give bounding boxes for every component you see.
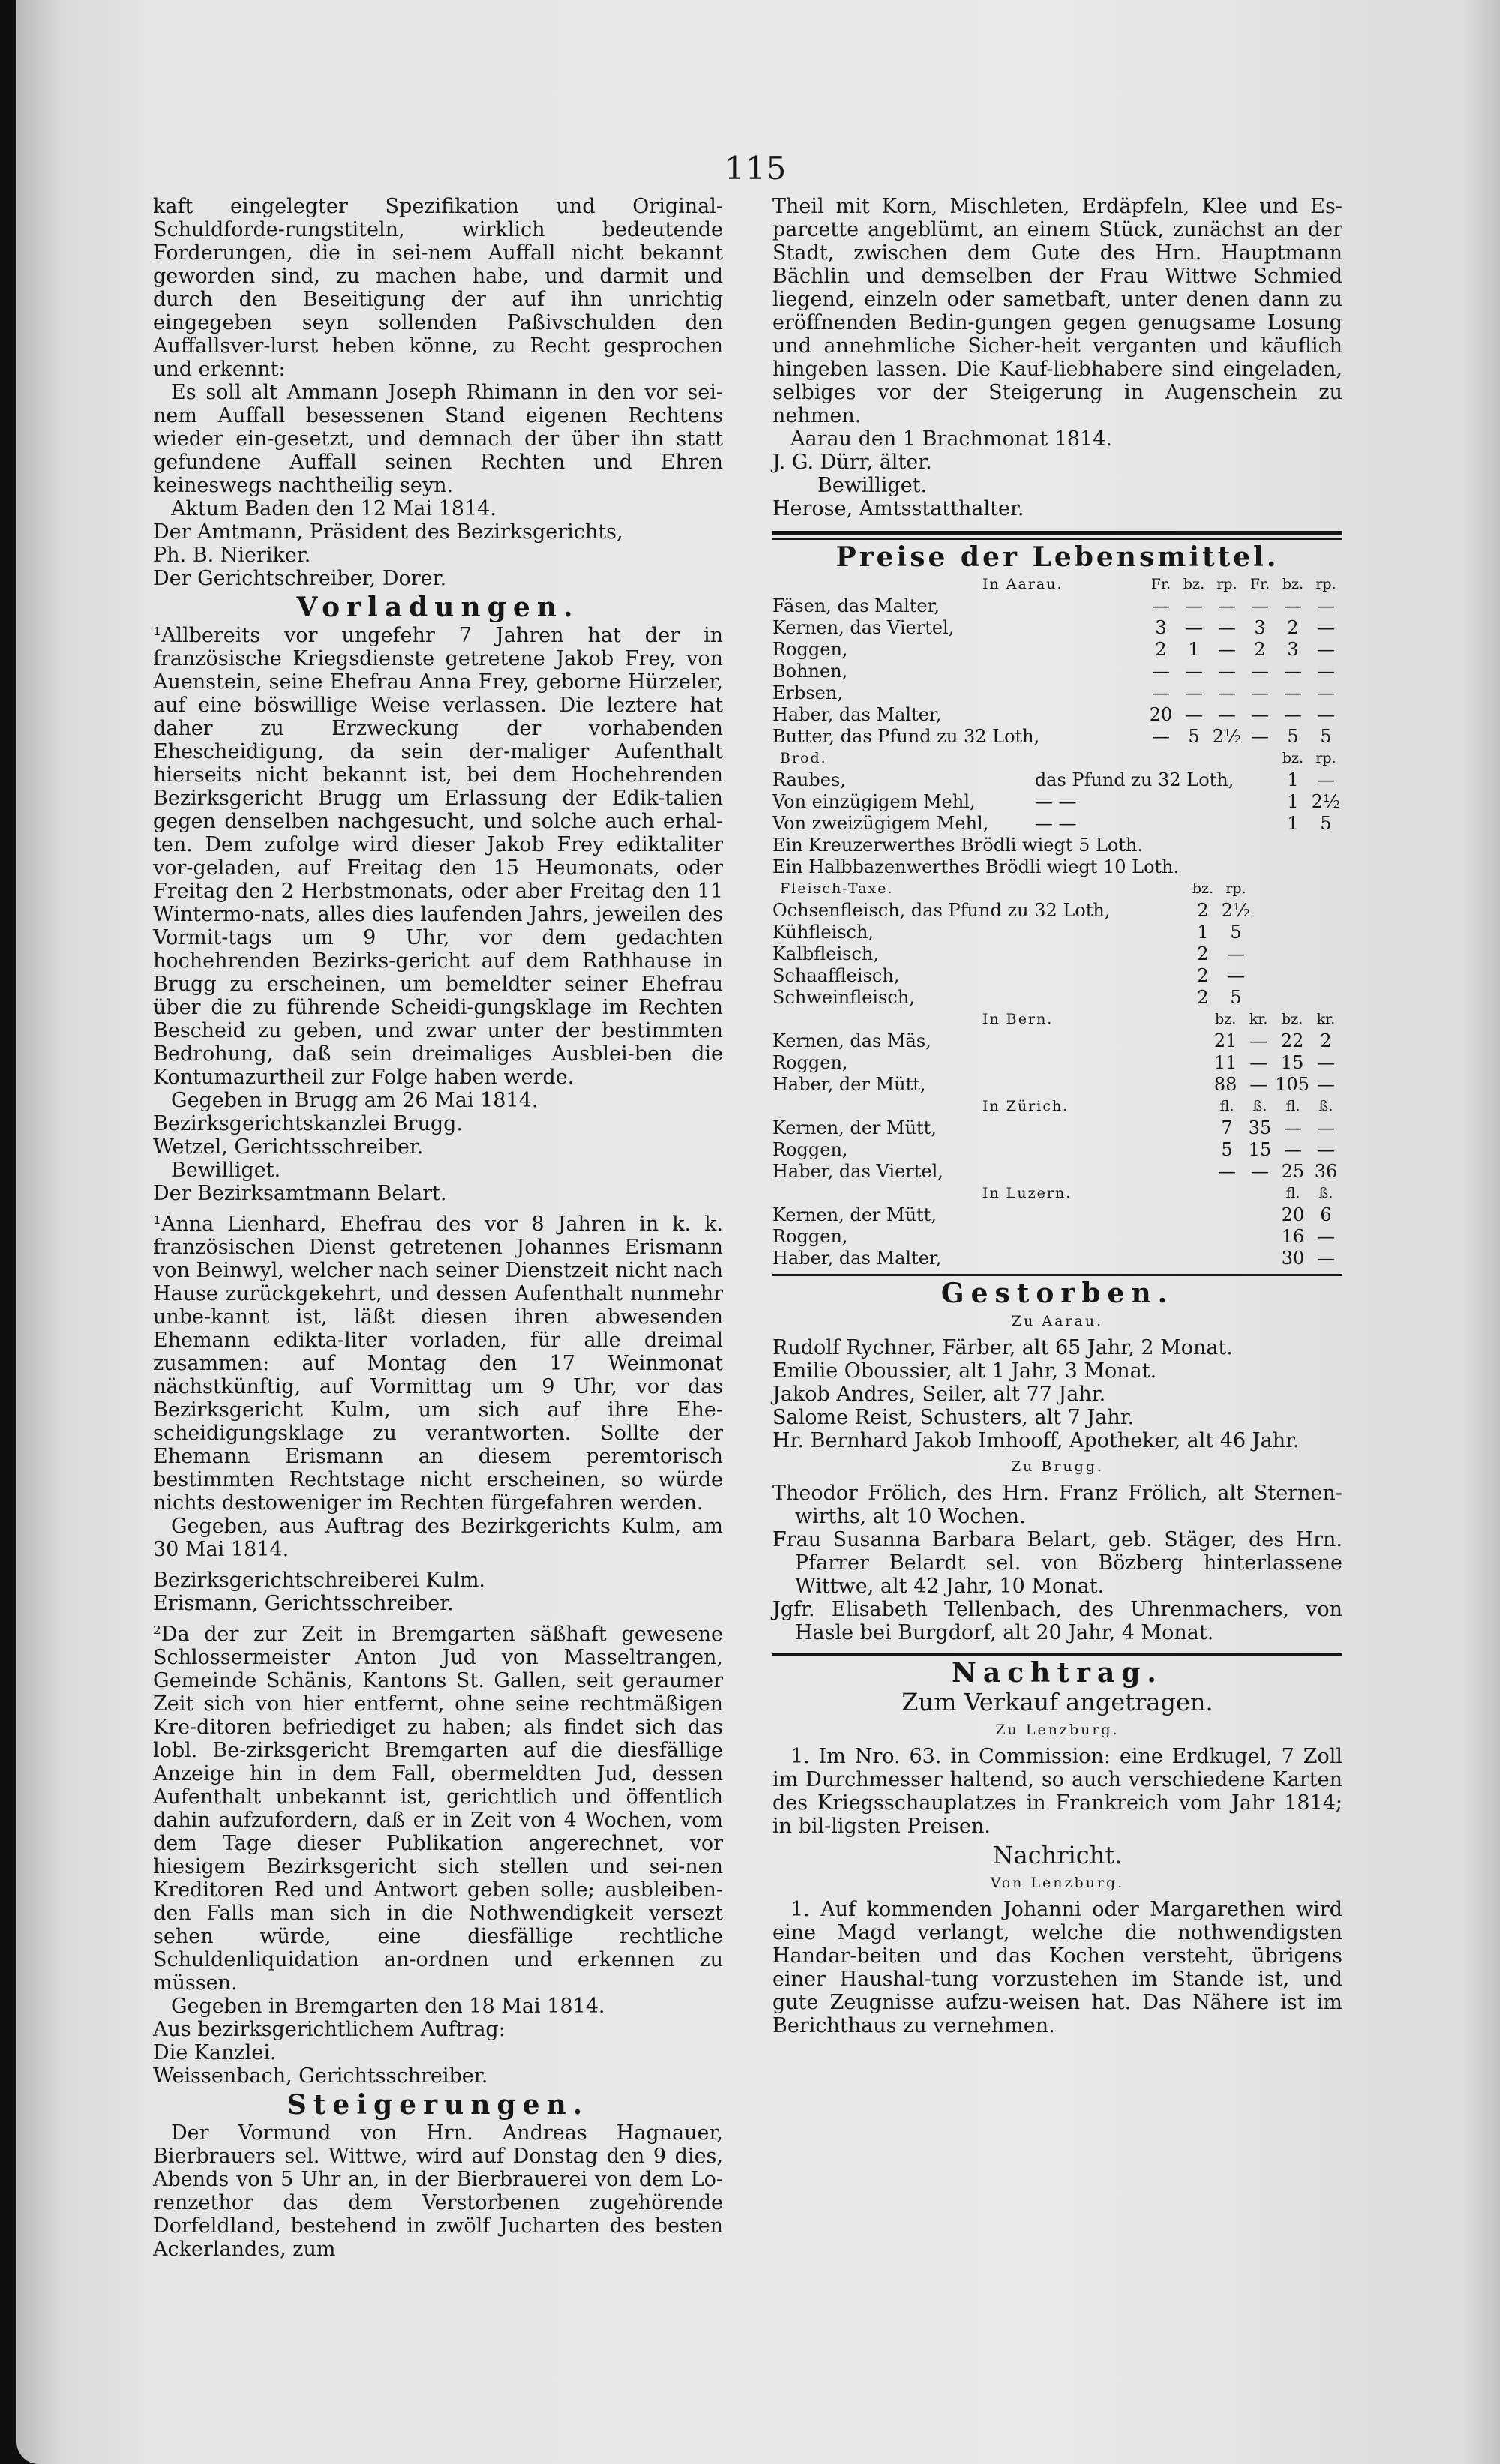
approval: Bewilliget.: [171, 1159, 281, 1182]
table-row: [772, 813, 1342, 835]
table-cell: 20: [1281, 1204, 1305, 1225]
table-cell: —: [1185, 682, 1203, 703]
notice-paragraph: ¹Anna Lienhard, Ehefrau des vor 8 Jahren in k. k. französischen Dienst getretenen Johannes Erismann von Beinwyl, welcher nach seiner Dienstzeit nicht nach Hause zurückgekehrt, und dessen Aufenthalt nunmehr unbe-kannt ist, läßt diesen ihren abwesenden Ehemann edikta-liter vorladen, für alle dreimal zusammen: auf Montag den 17 Weinmonat nächstkünftig, auf Vormittag um 9 Uhr, vor das Bezirksgericht Kulm, um sich auf ihre Ehe-scheidigungsklage zu verantworten. Sollte der Ehemann Erismann an diesem peremtorisch bestimmten Rechtstage nicht erscheinen, so würde nichts destoweniger im Rechten fürgefahren werden.: [153, 1213, 723, 1515]
table-cell: 2: [1254, 639, 1266, 660]
table-cell: —: [1317, 682, 1335, 703]
table-cell: 30: [1281, 1248, 1305, 1269]
right-column: [772, 195, 1342, 2037]
divider: [772, 531, 1342, 535]
table-cell: Bohnen,: [772, 661, 848, 682]
column-header: bz.: [1215, 1011, 1237, 1027]
table-cell: —: [1317, 617, 1335, 638]
table-cell: 5: [1287, 726, 1299, 747]
paragraph: Es soll alt Ammann Joseph Rhimann in den vor sei-nem Auffall besessenen Stand eigenen Rechtens wieder ein-gesetzt, und demnach der über ihn statt gefundene Auffall seinen Rechten und Ehren keineswegs nachtheilig seyn.: [153, 381, 723, 497]
table-row: [772, 1074, 1342, 1096]
table-cell: Roggen,: [772, 1052, 848, 1073]
table-cell: —: [1317, 639, 1335, 660]
table-cell: —: [1218, 704, 1236, 725]
place-label: Von Lenzburg.: [990, 1875, 1125, 1891]
table-cell: Raubes,: [772, 769, 846, 790]
column-header: ß.: [1318, 1098, 1334, 1114]
table-cell: Ochsenfleisch, das Pfund zu 32 Loth,: [772, 900, 1111, 921]
table-cell: Roggen,: [772, 639, 848, 660]
table-cell: 2: [1320, 1030, 1332, 1051]
table-row: [772, 661, 1342, 682]
table-row: [772, 943, 1342, 965]
column-header: kr.: [1249, 1011, 1268, 1027]
table-cell: 2½: [1212, 726, 1242, 747]
table-cell: —: [1185, 617, 1203, 638]
table-cell: 2½: [1311, 791, 1341, 812]
notice-paragraph: Der Vormund von Hrn. Andreas Hagnauer, Bierbrauers sel. Wittwe, wird auf Donstag den 9 dies, Abends von 5 Uhr an, in der Bierbrauerei von dem Lo-renzethor das dem Verstorbenen zugehörende Dorfeldland, bestehend in zwölf Jucharten des besten Ackerlandes, zum: [153, 2121, 723, 2261]
paragraph: Theil mit Korn, Mischleten, Erdäpfeln, Klee und Es-parcette angeblümt, an einem Stück, zunächst an der Stadt, zwischen dem Gute des Hrn. Hauptmann Bächlin und demselben der Frau Wittwe Schmied liegend, einzeln oder sametbaft, unter denen dann zu eröffnenden Bedin-gungen gegen genugsame Losung und annehmliche Sicher-heit verganten und käuflich hingeben lassen. Die Kauf-liebhabere sind eingeladen, selbiges vor der Steigerung in Augenschein zu nehmen.: [772, 195, 1342, 427]
column-header: bz.: [1183, 576, 1205, 592]
table-cell: 3: [1254, 617, 1266, 638]
table-cell: 1: [1197, 922, 1209, 943]
signature: Wetzel, Gerichtsschreiber.: [153, 1135, 424, 1159]
table-row: [772, 769, 1342, 791]
place-label: Zu Aarau.: [1011, 1313, 1104, 1329]
price-table-bern: [772, 1009, 1342, 1096]
table-cell: 22: [1280, 1030, 1304, 1051]
section-heading-vorladungen: Vorladungen.: [296, 592, 580, 623]
table-cell: 2: [1197, 943, 1209, 964]
list-item: Jakob Andres, Seiler, alt 77 Jahr.: [772, 1383, 1106, 1406]
place-label: Zu Brugg.: [1010, 1458, 1105, 1475]
table-cell: 15: [1248, 1139, 1272, 1160]
notice-paragraph: ²Da der zur Zeit in Bremgarten säßhaft gewesene Schlossermeister Anton Jud von Masseltrangen, Gemeinde Schänis, Kantons St. Gallen, seit geraumer Zeit sich von hier entfernt, ohne seine rechtmäßigen Kre-ditoren befriediget zu haben; als findet sich das lobl. Be-zirksgericht Bremgarten auf die diesfällige Anzeige hin in dem Fall, obermeldten Jud, dessen Aufenthalt unbekannt ist, gerichtlich und öffentlich dahin aufzufordern, daß er in Zeit von 4 Wochen, vom dem Tage dieser Publikation angerechnet, vor hiesigem Bezirksgericht sich stellen und sei-nen Kreditoren Red und Antwort geben solle; ausbleiben-den Falls man sich in die Nothwendigkeit versezt sehen würde, eine diesfällige rechtliche Schuldenliquidation an-ordnen und erkennen zu müssen.: [153, 1623, 723, 1995]
list-item: Frau Susanna Barbara Belart, geb. Stäger, des Hrn. Pfarrer Belardt sel. von Bözberg hinterlassene Wittwe, alt 42 Jahr, 10 Monat.: [772, 1528, 1342, 1598]
table-cell: [1252, 987, 1342, 1009]
table-cell: —: [1250, 1074, 1268, 1095]
table-cell: 5: [1221, 1139, 1233, 1160]
list-item: Salome Reist, Schusters, alt 7 Jahr.: [772, 1406, 1135, 1429]
column-header: ß.: [1318, 1185, 1334, 1201]
signature: Aus bezirksgerichtlichem Auftrag:: [153, 2018, 506, 2041]
table-row: [772, 987, 1342, 1009]
table-cell: 2½: [1221, 900, 1251, 921]
approval: Bewilliget.: [818, 474, 928, 497]
table-cell: Kühfleisch,: [772, 922, 874, 943]
table-row: [772, 1204, 1342, 1226]
table-cell: 1: [1287, 791, 1299, 812]
table-cell: —: [1284, 595, 1302, 616]
table-cell: 1: [1188, 639, 1200, 660]
table-row: [772, 791, 1342, 813]
column-header: Fr.: [1150, 576, 1172, 592]
table-cell: —: [1218, 617, 1236, 638]
table-cell: —: [1218, 1161, 1236, 1182]
table-cell: [1252, 943, 1342, 965]
death-list-brugg: [772, 1482, 1342, 1644]
table-cell: —: [1185, 704, 1203, 725]
column-header: rp.: [1226, 880, 1246, 897]
notice-paragraph: 1. Auf kommenden Johanni oder Margarethen wird eine Magd verlangt, welche die nothwendigsten Handar-beiten und das Kochen versteht, übrigens einer Haushal-tung vorzustehen im Stande ist, und gute Zeugnisse aufzu-weisen hat. Das Nähere ist im Berichthaus zu vernehmen.: [772, 1898, 1342, 2037]
column-header: fl.: [1286, 1098, 1300, 1114]
signature: Die Kanzlei.: [153, 2041, 277, 2064]
region-label: In Luzern.: [982, 1185, 1072, 1201]
category-label: Fleisch-Taxe.: [780, 880, 894, 897]
table-row: [772, 1139, 1342, 1161]
table-cell: 5: [1230, 987, 1242, 1008]
table-cell: —: [1317, 1117, 1335, 1138]
table-cell: 11: [1214, 1052, 1238, 1073]
table-cell: Kernen, das Viertel,: [772, 617, 955, 638]
table-cell: 2: [1155, 639, 1167, 660]
price-table-luzern: [772, 1183, 1342, 1269]
signature: Bezirksgerichtskanzlei Brugg.: [153, 1112, 464, 1135]
official: Der Bezirksamtmann Belart.: [153, 1182, 447, 1205]
table-cell: 16: [1281, 1226, 1305, 1247]
table-cell: 7: [1221, 1117, 1233, 1138]
table-cell: —: [1185, 595, 1203, 616]
table-cell: —: [1250, 1052, 1268, 1073]
table-cell: Von einzügigem Mehl,: [772, 791, 976, 812]
table-row: [772, 965, 1342, 987]
table-cell: Kernen, das Mäs,: [772, 1030, 932, 1051]
table-cell: 2: [1287, 617, 1299, 638]
table-cell: 2: [1197, 900, 1209, 921]
divider: [772, 1653, 1342, 1656]
page-number: 115: [724, 150, 788, 187]
table-cell: 3: [1155, 617, 1167, 638]
table-cell: 88: [1214, 1074, 1238, 1095]
table-cell: —: [1317, 1248, 1335, 1269]
table-cell: —: [1284, 661, 1302, 682]
date-line: Aarau den 1 Brachmonat 1814.: [790, 427, 1112, 451]
table-row: [772, 1248, 1342, 1269]
table-cell: Von zweizügigem Mehl,: [772, 813, 989, 834]
table-cell: 5: [1188, 726, 1200, 747]
table-cell: —: [1218, 682, 1236, 703]
table-cell: 5: [1320, 726, 1332, 747]
newspaper-page: [16, 0, 1500, 2464]
table-cell: Roggen,: [772, 1226, 848, 1247]
table-cell: 21: [1214, 1030, 1238, 1051]
table-cell: Haber, das Malter,: [772, 704, 942, 725]
date-line: Gegeben in Bremgarten den 18 Mai 1814.: [171, 1995, 605, 2018]
table-row: [772, 900, 1342, 922]
table-cell: Erbsen,: [772, 682, 843, 703]
table-cell: Fäsen, das Malter,: [772, 595, 940, 616]
table-row: [772, 682, 1342, 704]
table-cell: 5: [1320, 813, 1332, 834]
table-cell: 36: [1314, 1161, 1338, 1182]
column-header: fl.: [1286, 1185, 1300, 1201]
table-cell: —: [1152, 661, 1170, 682]
table-cell: 1: [1287, 813, 1299, 834]
table-cell: —: [1227, 965, 1245, 986]
table-cell: —: [1317, 1226, 1335, 1247]
table-cell: 105: [1275, 1074, 1310, 1095]
column-header: bz.: [1192, 880, 1214, 897]
signature: Erismann, Gerichtsschreiber.: [153, 1592, 454, 1615]
table-cell: Kalbfleisch,: [772, 943, 880, 964]
table-cell: —: [1152, 682, 1170, 703]
table-cell: 2: [1197, 987, 1209, 1008]
date-line: Aktum Baden den 12 Mai 1814.: [171, 497, 496, 520]
list-item: Rudolf Rychner, Färber, alt 65 Jahr, 2 Monat.: [772, 1336, 1233, 1359]
table-cell: 6: [1320, 1204, 1332, 1225]
table-cell: Schweinfleisch,: [772, 987, 915, 1008]
table-cell: Kernen, der Mütt,: [772, 1117, 937, 1138]
list-item: Hr. Bernhard Jakob Imhooff, Apotheker, alt 46 Jahr.: [772, 1429, 1300, 1452]
place-label: Zu Lenzburg.: [995, 1722, 1120, 1738]
table-cell: Haber, das Malter,: [772, 1248, 942, 1269]
table-cell: 3: [1287, 639, 1299, 660]
table-row: [772, 1161, 1342, 1183]
bread-weight-line: Ein Kreuzerwerthes Brödli wiegt 5 Loth.: [772, 835, 1144, 856]
table-cell: —: [1152, 595, 1170, 616]
table-cell: [1252, 922, 1342, 943]
notice-paragraph: ¹Allbereits vor ungefehr 7 Jahren hat der in französische Kriegsdienste getretene Jakob Frey, von Auenstein, seine Ehefrau Anna Frey, geborne Hürzeler, auf eine böswillige Weise verlassen. Die leztere hat daher zu Erzweckung der vorhabenden Ehescheidigung, da sein der-maliger Aufenthalt hierseits nicht bekannt ist, bei dem Hochehrenden Bezirksgericht Brugg um Erlassung der Edik-talien gegen denselben nachgesucht, und solche auch erhal-ten. Dem zufolge wird dieser Jakob Frey ediktaliter vor-geladen, auf Freitag den 15 Heumonats, oder Freitag den 2 Herbstmonats, oder aber Freitag den 11 Wintermo-nats, alles dies laufenden Jahrs, jeweilen des Vormit-tags um 9 Uhr, vor dem gedachten hochehrenden Bezirks-gericht auf dem Rathhause in Brugg zu erscheinen, um bemeldter seiner Ehefrau über die zu führende Scheidi-gungsklage im Rechten Bescheid zu geben, und zwar unter der bestimmten Bedrohung, daß sein dreimaliges Ausblei-ben die Kontumazurtheil zur Folge haben werde.: [153, 624, 723, 1089]
death-list-aarau: [772, 1336, 1342, 1452]
price-table-brod: [772, 748, 1342, 835]
notice-paragraph: 1. Im Nro. 63. in Commission: eine Erdkugel, 7 Zoll im Durchmesser haltend, so auch verschiedene Karten des Kriegsschauplatzes in Frankreich vom Jahr 1814; in bil-ligsten Preisen.: [772, 1745, 1342, 1838]
table-cell: Roggen,: [772, 1139, 848, 1160]
table-cell: 2: [1197, 965, 1209, 986]
table-cell: —: [1227, 943, 1245, 964]
divider: [772, 538, 1342, 540]
table-cell: —: [1251, 726, 1269, 747]
table-cell: —: [1317, 1139, 1335, 1160]
table-cell: 1: [1287, 769, 1299, 790]
table-cell: —: [1284, 704, 1302, 725]
table-cell: [1252, 900, 1342, 922]
table-cell: Haber, das Viertel,: [772, 1161, 944, 1182]
table-row: [772, 639, 1342, 661]
official: Herose, Amtsstatthalter.: [772, 497, 1024, 520]
table-row: [772, 617, 1342, 639]
table-cell: Butter, das Pfund zu 32 Loth,: [772, 726, 1040, 747]
table-cell: —: [1317, 1074, 1335, 1095]
table-row: [772, 922, 1342, 943]
signature: Weissenbach, Gerichtsschreiber.: [153, 2064, 488, 2088]
table-cell: —: [1251, 682, 1269, 703]
signature: Bezirksgerichtschreiberei Kulm.: [153, 1569, 486, 1592]
table-cell: 20: [1149, 704, 1173, 725]
section-heading-steigerungen: Steigerungen.: [286, 2089, 590, 2121]
region-label: In Bern.: [982, 1011, 1054, 1027]
table-cell: — —: [1034, 791, 1077, 812]
table-cell: —: [1251, 595, 1269, 616]
bread-weight-line: Ein Halbbazenwerthes Brödli wiegt 10 Loth.: [772, 856, 1180, 877]
region-label: In Zürich.: [982, 1098, 1070, 1114]
table-cell: [1252, 965, 1342, 987]
section-heading-preise: Preise der Lebensmittel.: [836, 541, 1280, 573]
table-cell: —: [1251, 704, 1269, 725]
signature: Der Amtmann, Präsident des Bezirksgerichts,: [153, 520, 623, 544]
table-cell: —: [1218, 661, 1236, 682]
table-cell: —: [1317, 704, 1335, 725]
column-header: rp.: [1316, 576, 1336, 592]
table-row: [772, 1226, 1342, 1248]
signature: Ph. B. Nieriker.: [153, 544, 311, 567]
signature: J. G. Dürr, älter.: [772, 451, 932, 474]
list-item: Jgfr. Elisabeth Tellenbach, des Uhrenmachers, von Hasle bei Burgdorf, alt 20 Jahr, 4 Monat.: [772, 1598, 1342, 1644]
table-cell: 5: [1230, 922, 1242, 943]
table-cell: —: [1251, 1161, 1269, 1182]
table-cell: —: [1218, 595, 1236, 616]
table-cell: 15: [1280, 1052, 1304, 1073]
price-table-zurich: [772, 1096, 1342, 1183]
section-heading-nachtrag: Nachtrag.: [952, 1657, 1163, 1689]
section-heading-gestorben: Gestorben.: [940, 1278, 1174, 1309]
column-header: rp.: [1216, 576, 1238, 592]
column-header: bz.: [1282, 750, 1304, 766]
subheading-nachricht: Nachricht.: [992, 1841, 1123, 1869]
column-header: Fr.: [1250, 576, 1270, 592]
table-cell: das Pfund zu 32 Loth,: [1034, 769, 1234, 790]
table-cell: —: [1284, 1117, 1302, 1138]
region-label: In Aarau.: [982, 576, 1064, 592]
table-cell: —: [1284, 1139, 1302, 1160]
column-header: ß.: [1252, 1098, 1268, 1114]
table-cell: —: [1317, 595, 1335, 616]
paragraph: kaft eingelegter Spezifikation und Original-Schuldforde-rungstiteln, wirklich bedeutende Forderungen, die in sei-nem Auffall nicht bekannt geworden sind, zu machen habe, und darmit und durch den Beseitigung der auf ihn unrichtig eingegeben seyn sollenden Paßivschulden den Auffallsver-lurst heben könne, zu Recht gesprochen und erkennt:: [153, 195, 723, 381]
date-line: Gegeben, aus Auftrag des Bezirkgerichts Kulm, am 30 Mai 1814.: [153, 1515, 723, 1561]
table-cell: 25: [1281, 1161, 1305, 1182]
table-cell: —: [1317, 1052, 1335, 1073]
date-line: Gegeben in Brugg am 26 Mai 1814.: [171, 1089, 538, 1112]
table-cell: Kernen, der Mütt,: [772, 1204, 937, 1225]
column-header: bz.: [1282, 576, 1304, 592]
table-cell: —: [1250, 1030, 1268, 1051]
price-table-aarau: [772, 574, 1342, 748]
table-cell: Haber, der Mütt,: [772, 1074, 926, 1095]
table-cell: —: [1152, 726, 1170, 747]
column-header: kr.: [1316, 1011, 1336, 1027]
table-row: [772, 726, 1342, 748]
column-header: bz.: [1281, 1011, 1304, 1027]
column-header: fl.: [1220, 1098, 1234, 1114]
table-cell: —: [1284, 682, 1302, 703]
table-cell: —: [1251, 661, 1269, 682]
table-row: [772, 595, 1342, 617]
price-table-fleisch: [772, 878, 1342, 1009]
divider: [772, 1274, 1342, 1276]
list-item: Emilie Oboussier, alt 1 Jahr, 3 Monat.: [772, 1359, 1157, 1383]
subheading-verkauf: Zum Verkauf angetragen.: [902, 1688, 1214, 1716]
category-label: Brod.: [780, 750, 827, 766]
left-column: [153, 195, 723, 2261]
table-cell: —: [1317, 661, 1335, 682]
list-item: Theodor Frölich, des Hrn. Franz Frölich, alt Sternen-wirths, alt 10 Wochen.: [772, 1482, 1342, 1528]
table-row: [772, 1052, 1342, 1074]
table-row: [772, 704, 1342, 726]
signature: Der Gerichtschreiber, Dorer.: [153, 567, 447, 590]
table-cell: —: [1317, 769, 1335, 790]
table-cell: —: [1185, 661, 1203, 682]
table-row: [772, 1117, 1342, 1139]
table-cell: — —: [1034, 813, 1077, 834]
column-header: rp.: [1316, 750, 1336, 766]
table-cell: Schaaffleisch,: [772, 965, 900, 986]
table-cell: —: [1218, 639, 1236, 660]
table-row: [772, 1030, 1342, 1052]
table-cell: 35: [1248, 1117, 1272, 1138]
